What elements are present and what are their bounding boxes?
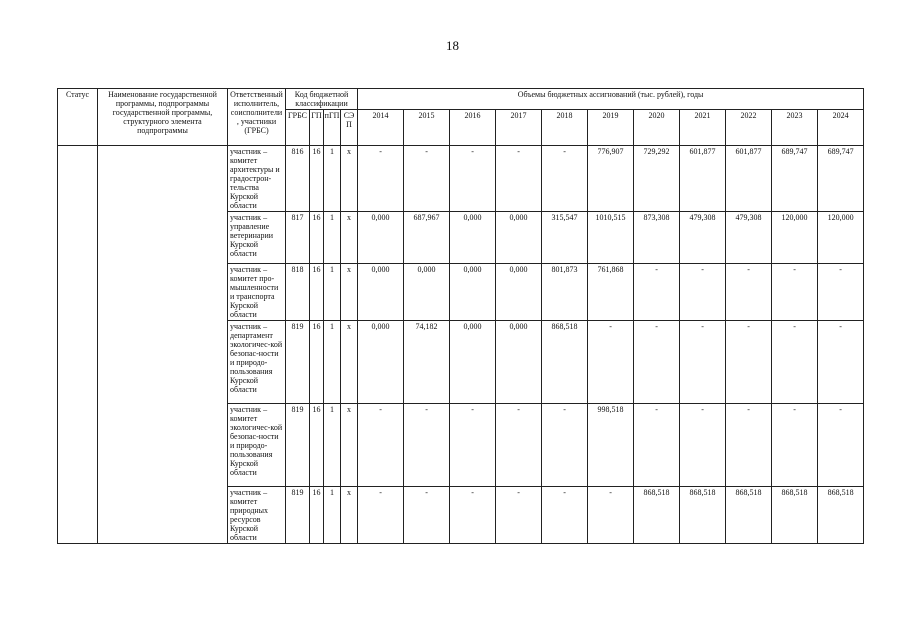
value-cell: - [680,404,726,487]
value-cell: - [634,264,680,321]
col-header-volumes: Объемы бюджетных ассигнований (тыс. рублей), годы [358,89,864,110]
value-cell: - [358,404,404,487]
col-header-sep: СЭП [341,110,358,146]
value-cell: - [634,321,680,404]
col-header-budget-code: Код бюджетной классификации [286,89,358,110]
value-cell: - [772,264,818,321]
value-cell: 689,747 [772,146,818,212]
value-cell: 868,518 [542,321,588,404]
col-header-year: 2016 [450,110,496,146]
value-cell: - [680,321,726,404]
col-header-year: 2018 [542,110,588,146]
code-cell: 1 [324,321,341,404]
value-cell: - [496,146,542,212]
value-cell: 873,308 [634,212,680,264]
col-header-year: 2019 [588,110,634,146]
value-cell: 0,000 [404,264,450,321]
col-header-year: 2022 [726,110,772,146]
value-cell: 776,907 [588,146,634,212]
value-cell: 729,292 [634,146,680,212]
program-name-cell [98,146,228,544]
value-cell: 0,000 [358,212,404,264]
code-cell: 819 [286,404,310,487]
value-cell: 0,000 [450,321,496,404]
value-cell: 0,000 [496,264,542,321]
code-cell: х [341,146,358,212]
page-number: 18 [446,38,459,53]
value-cell: 0,000 [496,212,542,264]
value-cell: 868,518 [680,487,726,544]
value-cell: 315,547 [542,212,588,264]
code-cell: 1 [324,487,341,544]
col-header-responsible: Ответственный исполнитель, соисполнители, участники (ГРБС) [228,89,286,146]
code-cell: 16 [310,321,324,404]
value-cell: 1010,515 [588,212,634,264]
col-header-year: 2024 [818,110,864,146]
value-cell: 0,000 [358,321,404,404]
value-cell: - [634,404,680,487]
value-cell: - [726,321,772,404]
code-cell: 816 [286,146,310,212]
value-cell: - [450,487,496,544]
executor-cell: участник – департамент экологичес-кой безопас-ности и природо-пользования Курской области [228,321,286,404]
value-cell: - [404,404,450,487]
executor-cell: участник – комитет природных ресурсов Курской области [228,487,286,544]
col-header-year: 2015 [404,110,450,146]
code-cell: х [341,404,358,487]
value-cell: 801,873 [542,264,588,321]
value-cell: 601,877 [726,146,772,212]
col-header-gp: ГП [310,110,324,146]
value-cell: 479,308 [680,212,726,264]
code-cell: 16 [310,212,324,264]
code-cell: 16 [310,404,324,487]
value-cell: - [588,321,634,404]
value-cell: - [772,404,818,487]
value-cell: - [358,146,404,212]
col-header-status: Статус [58,89,98,146]
header-row-1 [58,89,864,110]
value-cell: 761,868 [588,264,634,321]
budget-table [57,88,864,544]
code-cell: 1 [324,264,341,321]
value-cell: 868,518 [726,487,772,544]
value-cell: - [726,264,772,321]
executor-cell: участник – комитет экологичес-кой безопас-ности и природо-пользования Курской области [228,404,286,487]
code-cell: 818 [286,264,310,321]
col-header-grbs: ГРБС [286,110,310,146]
value-cell: - [726,404,772,487]
value-cell: 120,000 [772,212,818,264]
value-cell: 0,000 [496,321,542,404]
value-cell: 689,747 [818,146,864,212]
value-cell: 687,967 [404,212,450,264]
value-cell: 0,000 [450,212,496,264]
value-cell: - [818,264,864,321]
code-cell: 1 [324,146,341,212]
value-cell: 998,518 [588,404,634,487]
value-cell: 868,518 [818,487,864,544]
value-cell: - [450,146,496,212]
executor-cell: участник – комитет про-мышленности и транспорта Курской области [228,264,286,321]
code-cell: х [341,264,358,321]
value-cell: - [496,487,542,544]
code-cell: 16 [310,487,324,544]
value-cell: 479,308 [726,212,772,264]
code-cell: 1 [324,404,341,487]
value-cell: 0,000 [358,264,404,321]
code-cell: 817 [286,212,310,264]
value-cell: - [818,321,864,404]
value-cell: - [450,404,496,487]
value-cell: - [542,487,588,544]
table-row [58,146,864,212]
col-header-pgp: пГП [324,110,341,146]
value-cell: 601,877 [680,146,726,212]
value-cell: - [680,264,726,321]
col-header-year: 2017 [496,110,542,146]
value-cell: 868,518 [634,487,680,544]
value-cell: 0,000 [450,264,496,321]
value-cell: - [542,404,588,487]
col-header-year: 2020 [634,110,680,146]
value-cell: 74,182 [404,321,450,404]
value-cell: - [496,404,542,487]
col-header-name: Наименование государственной программы, подпрограммы государственной программы, структурного элемента подпрограммы [98,89,228,146]
value-cell: - [542,146,588,212]
code-cell: х [341,487,358,544]
col-header-year: 2023 [772,110,818,146]
value-cell: 120,000 [818,212,864,264]
value-cell: - [358,487,404,544]
executor-cell: участник – управление ветеринарии Курской области [228,212,286,264]
executor-cell: участник – комитет архитектуры и градострон-тельства Курской области [228,146,286,212]
code-cell: 16 [310,146,324,212]
value-cell: - [404,487,450,544]
code-cell: х [341,321,358,404]
code-cell: 16 [310,264,324,321]
code-cell: 1 [324,212,341,264]
value-cell: 868,518 [772,487,818,544]
value-cell: - [772,321,818,404]
code-cell: 819 [286,321,310,404]
col-header-year: 2014 [358,110,404,146]
value-cell: - [818,404,864,487]
code-cell: 819 [286,487,310,544]
code-cell: х [341,212,358,264]
col-header-year: 2021 [680,110,726,146]
status-cell [58,146,98,544]
value-cell: - [588,487,634,544]
value-cell: - [404,146,450,212]
